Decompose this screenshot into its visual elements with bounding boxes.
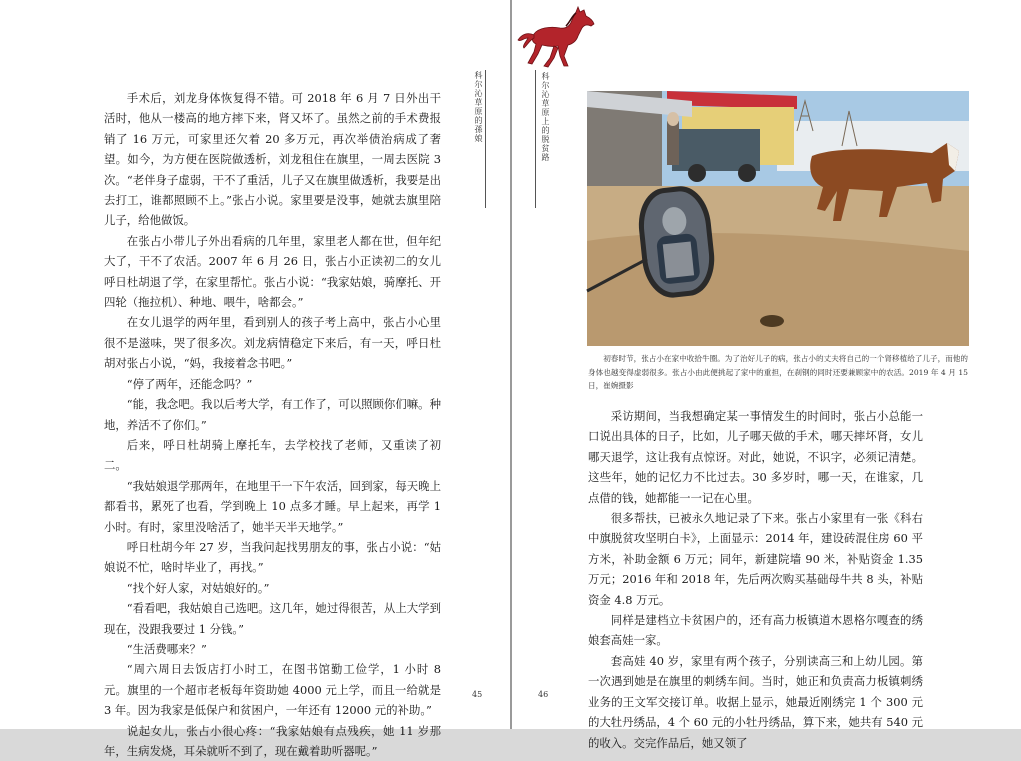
page-number: 46 [538,690,549,699]
paragraph: “看看吧，我姑娘自己选吧。这几年，她过得很苦，从上大学到现在，没跟我要过 1 分钱。” [104,601,441,636]
paragraph: 手术后，刘龙身体恢复得不错。可 2018 年 6 月 7 日外出干活时，他从一楼高的地方摔下来，肾又坏了。虽然之前的手术费报销了 16 万元，可家里还欠着 20 多万元，再次举债治病成了奢望。如今，为方便在医院做透析，刘龙租住在旗里，一周去医院 3 次。“老伴身子虚弱，干不了重活，儿子又在旗里做透析，我要是出去打工，谁都照顾不上。”张占小说。家里要是没事，她就去旗里陪儿子，给他做饭。 [104,91,441,228]
photo-illustration [587,91,969,346]
paragraph: “找个好人家，对姑娘好的。” [126,580,270,595]
running-head-rule [535,70,536,208]
paragraph: 后来，呼日杜胡骑上摩托车，去学校找了老师，又重读了初二。 [104,437,441,473]
paragraph: 在张占小带儿子外出看病的几年里，家里老人都在世，但年纪大了，干不了农活。2007 年 6 月 26 日，张占小正读初二的女儿呼日杜胡退了学，在家里帮忙。张占小说：“我家姑娘，骑摩托、开四轮（拖拉机）、种地、喂牛，啥都会。” [104,233,441,310]
page-number: 45 [472,690,483,699]
farm-photo [587,91,969,346]
paragraph: “停了两年，还能念吗？” [126,376,253,391]
paragraph: 在女儿退学的两年里，看到别人的孩子考上高中，张占小心里很不是滋味，哭了很多次。刘龙病情稳定下来后，有一天，呼日杜胡对张占小说，“妈，我接着念书吧。” [104,315,441,371]
right-body-text [588,406,923,753]
paragraph: “周六周日去饭店打小时工，在图书馆勤工俭学，1 小时 8 元。旗里的一个超市老板每年资助她 4000 元上学，而且一给就是 3 年。因为我家是低保户和贫困户，一年还有 12000 元的补助。” [104,662,441,718]
right-page [512,0,1021,750]
photo-caption [588,352,968,393]
caption-text: 初春时节，张占小在家中收拾牛圈。为了治好儿子的病，张占小的丈夫将自己的一个肾移植给了儿子，而他的身体也越变得虚弱很多。张占小由此便挑起了家中的重担，在刹钢的同时还要兼顾家中的农活。2019 年 4 月 15 日，崔婉摄影 [588,354,968,390]
paragraph: “生活费哪来？” [126,641,207,656]
left-body-text [104,88,441,761]
left-page [0,0,510,758]
paragraph: 很多帮扶，已被永久地记录了下来。张占小家里有一张《科右中旗脱贫攻坚明白卡》，上面显示：2014 年，建设砖混住房 60 平方米，补助金额 6 万元；同年，新建院墙 90 米，补贴资金 1.35 万元；2016 年和 2018 年，先后两次购买基础母牛共 8 头，补贴资金 4.8 万元。 [588,511,923,607]
paragraph: 采访期间，当我想确定某一事情发生的时间时，张占小总能一口说出具体的日子，比如，儿子哪天做的手术，哪天摔坏肾，女儿哪天退学，这让我有点惊讶。对此，她说，不识字，必须记清楚。这些年，她的记忆力不比过去。30 多岁时，哪一天，在谁家，几点借的钱，她都能一一记在心里。 [588,409,923,505]
paragraph: 说起女儿，张占小很心疼：“我家姑娘有点残疾，她 11 岁那年，生病发烧，耳朵就听不到了，现在戴着助听器呢。” [104,723,441,758]
paragraph: 同样是建档立卡贫困户的，还有高力板镇道木恩格尔嘎查的绣娘套高娃一家。 [588,613,923,648]
paragraph: “能，我念吧。我以后考大学，有工作了，可以照顾你们嘛。种地，养活不了你们。” [104,397,441,432]
paragraph: 套高娃 40 岁，家里有两个孩子，分别读高三和上幼儿园。第一次遇到她是在旗里的刺绣车间。当时，她正和负责高力板镇刺绣业务的王文军交接订单。收据上显示，她最近刚绣完 1 个 300 元的大牡丹绣品，4 个 60 元的小牡丹绣品，算下来，她共有 540 元的收入。交完作品后，她又领了 [588,653,923,750]
paragraph: 呼日杜胡今年 27 岁，当我问起找男朋友的事，张占小说：“姑娘说不忙，啥时毕业了，再找。” [104,539,441,575]
paragraph: “我姑娘退学那两年，在地里干一下午农活，回到家，每天晚上都看书，累死了也看，学到晚上 10 点多才睡。早上起来，再学 1 小时。有时，家里没啥活了，她半天半天地学。” [104,478,441,534]
horse-illustration [514,4,600,70]
running-head-rule [485,70,486,208]
running-head: 科尔沁草原的孫娘 [474,71,483,143]
running-head: 科尔沁草原上的脱贫路 [541,72,550,162]
